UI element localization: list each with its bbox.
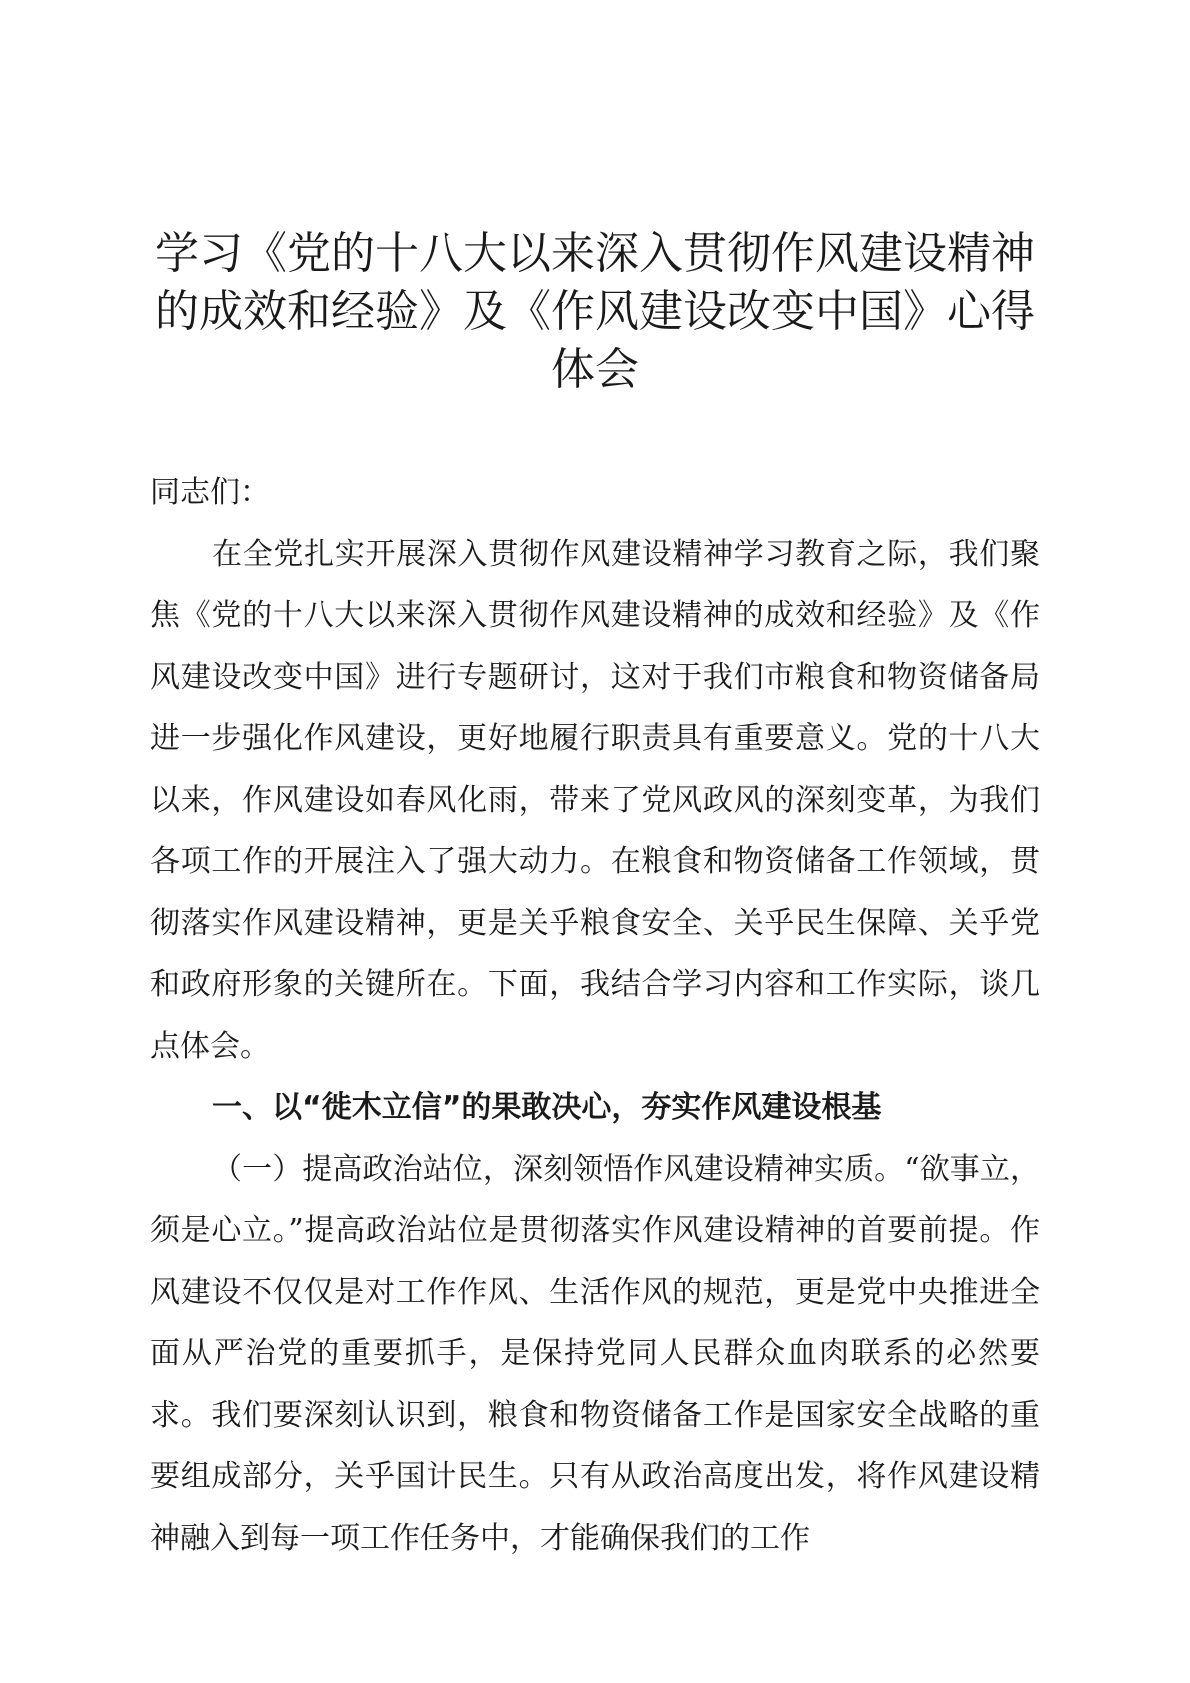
paragraph: 在全党扎实开展深入贯彻作风建设精神学习教育之际，我们聚焦《党的十八大以来深入贯彻作风建设精神的成效和经验》及《作风建设改变中国》进行专题研讨，这对于我们市粮食和物资储备局进一步强化作风建设，更好地履行职责具有重要意义。党的十八大以来，作风建设如春风化雨，带来了党风政风的深刻变革，为我们各项工作的开展注入了强大动力。在粮食和物资储备工作领域，贯彻落实作风建设精神，更是关乎粮食安全、关乎民生保障、关乎党和政府形象的关键所在。下面，我结合学习内容和工作实际，谈几点体会。 [150, 536, 1040, 1064]
document-body [150, 462, 1040, 1569]
document-title: 学习《党的十八大以来深入贯彻作风建设精神的成效和经验》及《作风建设改变中国》心得体会 [155, 228, 1035, 395]
paragraph: （一）提高政治站位，深刻领悟作风建设精神实质。“欲事立，须是心立。”提高政治站位是贯彻落实作风建设精神的首要前提。作风建设不仅仅是对工作作风、生活作风的规范，更是党中央推进全面从严治党的重要抓手，是保持党同人民群众血肉联系的必然要求。我们要深刻认识到，粮食和物资储备工作是国家安全战略的重要组成部分，关乎国计民生。只有从政治高度出发，将作风建设精神融入到每一项工作任务中，才能确保我们的工作 [150, 1151, 1040, 1556]
section-heading: 一、以“徙木立信”的果敢决心，夯实作风建设根基 [212, 1090, 882, 1125]
salutation: 同志们： [150, 475, 270, 510]
